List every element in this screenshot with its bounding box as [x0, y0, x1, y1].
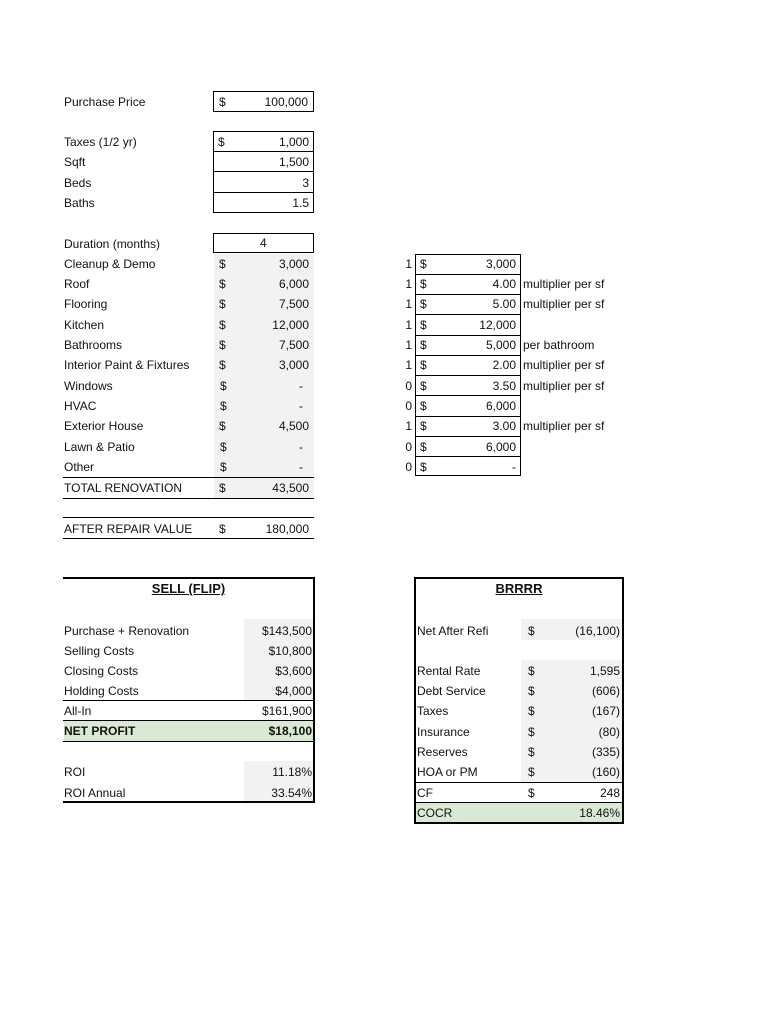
- item-flag[interactable]: 1: [405, 419, 412, 433]
- item-label: Windows: [64, 379, 113, 393]
- currency-symbol: $: [420, 379, 427, 393]
- beds-value[interactable]: 3: [302, 176, 309, 190]
- currency-symbol: $: [420, 399, 427, 413]
- item-cost: -: [299, 379, 303, 393]
- item-note: multiplier per sf: [523, 419, 605, 433]
- total-divider: [63, 477, 314, 478]
- item-cost: 4,500: [278, 419, 309, 433]
- baths-label: Baths: [64, 196, 95, 210]
- purchase-price-cell[interactable]: [213, 91, 314, 112]
- currency-symbol: $: [528, 725, 535, 739]
- duration-value: 4: [260, 236, 267, 250]
- item-flag[interactable]: 0: [405, 460, 412, 474]
- taxes-label: Taxes (1/2 yr): [64, 135, 137, 149]
- taxes-value[interactable]: 1,000: [278, 135, 309, 149]
- net-after-refi-label: Net After Refi: [417, 624, 489, 638]
- roi-annual-value: 33.54%: [271, 786, 312, 800]
- item-note: multiplier per sf: [523, 297, 605, 311]
- net-profit-label: NET PROFIT: [64, 724, 136, 738]
- currency-symbol: $: [420, 257, 427, 271]
- currency-symbol: $: [528, 684, 535, 698]
- item-label: Kitchen: [64, 318, 105, 332]
- currency-symbol: $: [220, 379, 227, 393]
- sqft-label: Sqft: [64, 155, 86, 169]
- net-profit-value: $18,100: [268, 724, 312, 738]
- beds-label: Beds: [64, 176, 92, 190]
- insurance-value: (80): [598, 725, 620, 739]
- roi-value: 11.18%: [272, 765, 312, 779]
- item-cost: 3,000: [278, 358, 309, 372]
- currency-symbol: $: [528, 664, 535, 678]
- item-cost: -: [299, 460, 303, 474]
- holding-costs-label: Holding Costs: [64, 684, 139, 698]
- currency-symbol: $: [219, 318, 226, 332]
- sqft-value[interactable]: 1,500: [278, 155, 309, 169]
- item-flag[interactable]: 1: [405, 338, 412, 352]
- rental-rate-value: 1,595: [589, 664, 620, 678]
- item-label: Interior Paint & Fixtures: [64, 358, 190, 372]
- item-cost: 12,000: [272, 318, 309, 332]
- item-unit-cost[interactable]: -: [512, 460, 516, 474]
- currency-symbol: $: [220, 460, 227, 474]
- insurance-label: Insurance: [417, 725, 470, 739]
- duration-label: Duration (months): [64, 237, 161, 251]
- item-note: multiplier per sf: [523, 379, 605, 393]
- currency-symbol: $: [420, 419, 427, 433]
- item-label: Exterior House: [64, 419, 144, 433]
- hoa-pm-value: (160): [591, 765, 620, 779]
- currency-symbol: $: [420, 338, 427, 352]
- duration-cell[interactable]: [213, 233, 314, 253]
- arv-label: AFTER REPAIR VALUE: [64, 522, 193, 536]
- currency-symbol: $: [420, 318, 427, 332]
- arv-divider: [63, 517, 314, 518]
- currency-symbol: $: [528, 704, 535, 718]
- item-flag[interactable]: 1: [405, 358, 412, 372]
- item-unit-cost[interactable]: 2.00: [492, 358, 516, 372]
- roi-annual-label: ROI Annual: [64, 786, 126, 800]
- currency-symbol: $: [528, 624, 535, 638]
- item-unit-cost[interactable]: 12,000: [479, 318, 516, 332]
- item-unit-cost[interactable]: 5,000: [485, 338, 516, 352]
- item-cost: 7,500: [278, 297, 309, 311]
- currency-symbol: $: [219, 358, 226, 372]
- cf-label: CF: [417, 786, 433, 800]
- currency-symbol: $: [420, 440, 427, 454]
- item-label: HVAC: [64, 399, 97, 413]
- rental-rate-label: Rental Rate: [417, 664, 481, 678]
- item-cost: -: [299, 440, 303, 454]
- holding-costs-value: $4,000: [275, 684, 312, 698]
- cf-value: 248: [599, 786, 620, 800]
- purchase-price-label: Purchase Price: [64, 95, 146, 109]
- closing-costs-label: Closing Costs: [64, 664, 139, 678]
- cocr-label: COCR: [417, 806, 453, 820]
- item-unit-cost[interactable]: 3.00: [492, 419, 516, 433]
- arv-divider: [63, 538, 314, 539]
- item-flag[interactable]: 0: [405, 379, 412, 393]
- item-note: multiplier per sf: [523, 358, 605, 372]
- all-in-value: $161,900: [261, 704, 312, 718]
- item-unit-cost[interactable]: 3.50: [492, 379, 516, 393]
- item-unit-cost[interactable]: 6,000: [485, 399, 516, 413]
- item-label: Flooring: [64, 297, 108, 311]
- selling-costs-value: $10,800: [268, 644, 312, 658]
- currency-symbol: $: [218, 135, 225, 149]
- roi-label: ROI: [64, 765, 86, 779]
- item-flag[interactable]: 1: [405, 257, 412, 271]
- currency-symbol: $: [219, 297, 226, 311]
- net-after-refi-value: (16,100): [575, 624, 620, 638]
- item-cost: -: [299, 399, 303, 413]
- reserves-label: Reserves: [417, 745, 468, 759]
- baths-value[interactable]: 1.5: [292, 196, 309, 210]
- item-flag[interactable]: 1: [405, 297, 412, 311]
- item-flag[interactable]: 0: [405, 440, 412, 454]
- sell-flip-title: SELL (FLIP): [151, 581, 226, 596]
- item-unit-cost[interactable]: 6,000: [485, 440, 516, 454]
- item-flag[interactable]: 1: [405, 318, 412, 332]
- all-in-label: All-In: [64, 704, 92, 718]
- item-label: Other: [64, 460, 95, 474]
- cocr-value: 18.46%: [579, 806, 620, 820]
- item-cost: 6,000: [278, 277, 309, 291]
- total-renovation-label: TOTAL RENOVATION: [64, 481, 183, 495]
- purchase-renovation-value: $143,500: [261, 624, 312, 638]
- item-label: Cleanup & Demo: [64, 257, 156, 271]
- item-cost: 7,500: [278, 338, 309, 352]
- item-label: Bathrooms: [64, 338, 123, 352]
- currency-symbol: $: [420, 358, 427, 372]
- item-label: Lawn & Patio: [64, 440, 135, 454]
- currency-symbol: $: [219, 338, 226, 352]
- debt-service-value: (606): [591, 684, 620, 698]
- purchase-price-value: 100,000: [264, 95, 308, 109]
- item-unit-cost[interactable]: 3,000: [485, 257, 516, 271]
- arv-value: 180,000: [265, 522, 309, 536]
- currency-symbol: $: [528, 765, 535, 779]
- currency-symbol: $: [420, 297, 427, 311]
- debt-service-label: Debt Service: [417, 684, 486, 698]
- currency-symbol: $: [219, 95, 226, 109]
- currency-symbol: $: [528, 786, 535, 800]
- item-label: Roof: [64, 277, 90, 291]
- item-note: per bathroom: [523, 338, 595, 352]
- item-flag[interactable]: 1: [405, 277, 412, 291]
- hoa-pm-label: HOA or PM: [417, 765, 478, 779]
- closing-costs-value: $3,600: [275, 664, 312, 678]
- item-unit-cost[interactable]: 5.00: [492, 297, 516, 311]
- item-note: multiplier per sf: [523, 277, 605, 291]
- currency-symbol: $: [528, 745, 535, 759]
- item-flag[interactable]: 0: [405, 399, 412, 413]
- currency-symbol: $: [219, 257, 226, 271]
- brrrr-title: BRRRR: [495, 581, 543, 596]
- currency-symbol: $: [219, 481, 226, 495]
- total-renovation-value: 43,500: [272, 481, 309, 495]
- item-unit-cost[interactable]: 4.00: [492, 277, 516, 291]
- currency-symbol: $: [420, 277, 427, 291]
- item-cost: 3,000: [278, 257, 309, 271]
- currency-symbol: $: [420, 460, 427, 474]
- currency-symbol: $: [219, 419, 226, 433]
- currency-symbol: $: [219, 277, 226, 291]
- currency-symbol: $: [220, 440, 227, 454]
- total-divider: [63, 498, 314, 499]
- currency-symbol: $: [220, 399, 227, 413]
- taxes-label: Taxes: [417, 704, 449, 718]
- reserves-value: (335): [591, 745, 620, 759]
- selling-costs-label: Selling Costs: [64, 644, 135, 658]
- purchase-renovation-label: Purchase + Renovation: [64, 624, 190, 638]
- currency-symbol: $: [219, 522, 226, 536]
- taxes-value: (167): [591, 704, 620, 718]
